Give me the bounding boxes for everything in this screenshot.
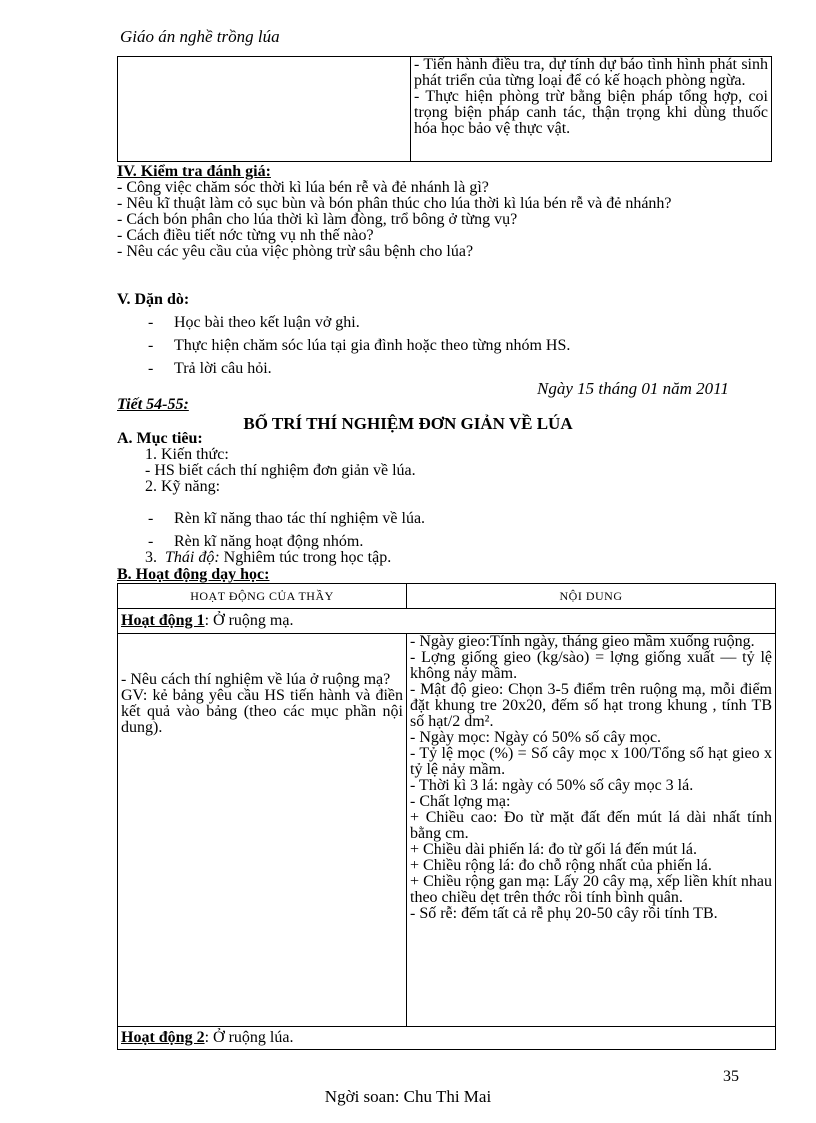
teacher-line: - Nêu cách thí nghiệm về lúa ở ruộng mạ? — [121, 671, 391, 688]
section-4-line: - Công việc chăm sóc thời kì lúa bén rễ và đẻ nhánh là gì? — [117, 179, 489, 196]
content-line: - Ngày mọc: Ngày có 50% số cây mọc. — [410, 729, 662, 746]
activity-1-row: Hoạt động 1: Ở ruộng mạ. — [118, 609, 776, 634]
lesson-number: Tiết 54-55: — [117, 396, 189, 413]
top-table — [117, 56, 772, 162]
section-b-heading: B. Hoạt động dạy học: — [117, 566, 270, 583]
teacher-line: GV: kẻ bảng yêu cầu HS tiến hành và điền kết quả vào bảng (theo các mục phần nội dung). — [121, 687, 403, 736]
section-4-line: - Nêu kĩ thuật làm cỏ sục bùn và bón phân thúc cho lúa thời kì lúa bén rễ và đẻ nhánh? — [117, 195, 672, 212]
page-number: 35 — [723, 1068, 739, 1085]
section-4-line: - Nêu các yêu cầu của việc phòng trừ sâu bệnh cho lúa? — [117, 243, 474, 260]
lesson-title: BỐ TRÍ THÍ NGHIỆM ĐƠN GIẢN VỀ LÚA — [243, 414, 573, 433]
activity-2-row: Hoạt động 2: Ở ruộng lúa. — [118, 1027, 776, 1050]
content-line: - Mật độ gieo: Chọn 3-5 điểm trên ruộng mạ, mỗi điểm đặt khung tre 20x20, đếm số hạt trong khung , tính TB số hạt/2 dm². — [410, 681, 772, 730]
top-table-left-cell — [118, 57, 411, 162]
col-header-content: NỘI DUNG — [407, 584, 776, 609]
page-footer: Ngời soan: Chu Thi Mai — [324, 1087, 492, 1106]
teacher-cell — [118, 634, 407, 1027]
top-table-line: - Tiến hành điều tra, dự tính dự báo tình hình phát sinh phát triển của từng loại để có kế hoạch phòng ngừa. — [414, 56, 768, 89]
activity-table — [117, 583, 776, 1050]
top-table-right-cell — [411, 57, 772, 162]
knowledge-line: - HS biết cách thí nghiệm đơn giản về lúa. — [145, 462, 416, 479]
knowledge-label: 1. Kiến thức: — [145, 446, 229, 463]
section-5-heading: V. Dặn dò: — [117, 291, 190, 308]
section-5-bullet: - Học bài theo kết luận vở ghi. — [148, 314, 360, 331]
section-5-bullet: - Trả lời câu hỏi. — [148, 360, 272, 377]
section-4 — [117, 164, 777, 260]
page-header: Giáo án nghề trồng lúa — [120, 27, 280, 46]
lesson-date: Ngày 15 tháng 01 năm 2011 — [537, 379, 729, 398]
top-table-line: - Thực hiện phòng trừ bằng biện pháp tổng hợp, coi trọng biện pháp canh tác, thận trọng khi dùng thuốc hóa học bảo vệ thực vật. — [414, 88, 768, 137]
content-line: - Tỷ lệ mọc (%) = Số cây mọc x 100/Tổng số hạt gieo x tỷ lệ nảy mầm. — [410, 745, 772, 778]
content-line: + Chiều cao: Đo từ mặt đất đến mút lá dài nhất tính bằng cm. — [410, 809, 772, 842]
section-5-bullet: - Thực hiện chăm sóc lúa tại gia đình hoặc theo từng nhóm HS. — [148, 337, 571, 354]
content-line: + Chiều rộng gan mạ: Lấy 20 cây mạ, xếp liền khít nhau theo chiều dẹt trên thớc rồi tính bình quân. — [410, 873, 772, 906]
section-a — [117, 431, 777, 495]
skills-bullet: - Rèn kĩ năng thao tác thí nghiệm về lúa. — [148, 510, 426, 527]
section-4-line: - Cách điều tiết nớc từng vụ nh thế nào? — [117, 227, 374, 244]
skills-bullet: - Rèn kĩ năng hoạt động nhóm. — [148, 533, 364, 550]
skills-label: 2. Kỹ năng: — [145, 478, 221, 495]
content-line: - Chất lợng mạ: — [410, 793, 511, 810]
col-header-teacher: HOẠT ĐỘNG CỦA THẦY — [118, 584, 407, 609]
content-line: - Số rễ: đếm tất cả rễ phụ 20-50 cây rồi tính TB. — [410, 905, 718, 922]
section-a-heading: A. Mục tiêu: — [117, 430, 203, 447]
content-line: - Thời kì 3 lá: ngày có 50% số cây mọc 3 lá. — [410, 777, 694, 794]
content-line: - Lợng giống gieo (kg/sào) = lợng giống xuất — tỷ lệ không nảy mầm. — [410, 649, 772, 682]
content-line: + Chiều rộng lá: đo chỗ rộng nhất của phiến lá. — [410, 857, 712, 874]
content-cell — [407, 634, 776, 1027]
attitude-line: 3. Thái độ: Nghiêm túc trong học tập. — [145, 549, 392, 566]
content-line: - Ngày gieo:Tính ngày, tháng gieo mầm xuống ruộng. — [410, 633, 755, 650]
section-4-heading: IV. Kiểm tra đánh giá: — [117, 163, 271, 180]
section-4-line: - Cách bón phân cho lúa thời kì làm đòng, trổ bông ở từng vụ? — [117, 211, 518, 228]
content-line: + Chiều dài phiến lá: đo từ gối lá đến mút lá. — [410, 841, 697, 858]
